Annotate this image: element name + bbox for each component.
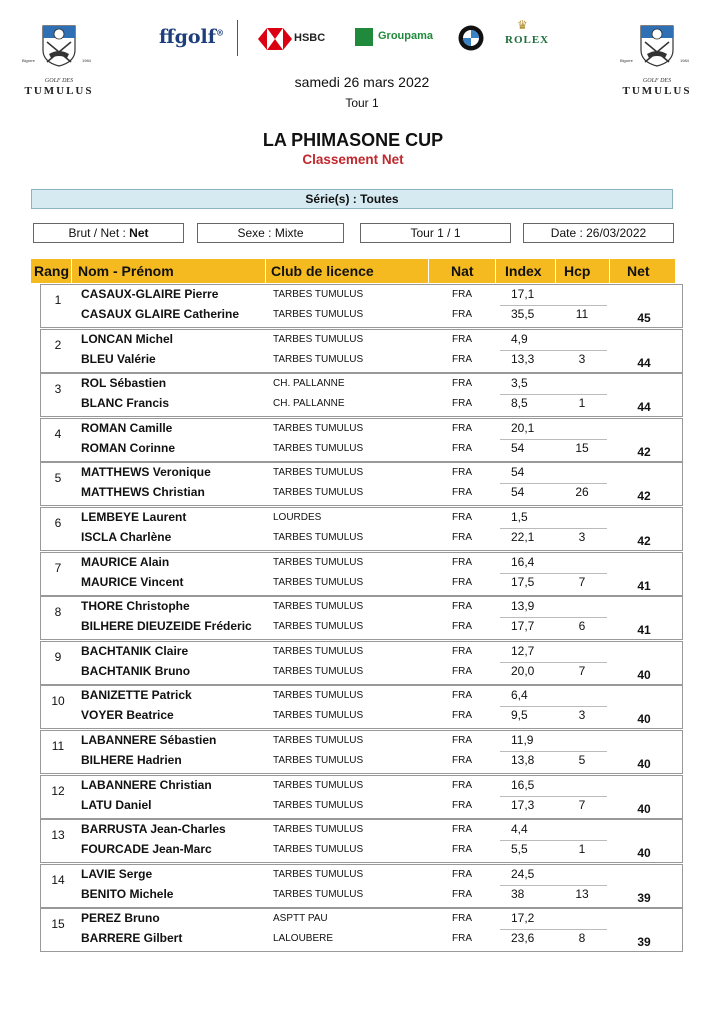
logo-name: TUMULUS bbox=[622, 85, 692, 97]
rank-cell: 11 bbox=[51, 739, 65, 753]
index-divider bbox=[500, 796, 607, 797]
player-index: 6,4 bbox=[511, 688, 528, 703]
player-index: 20,0 bbox=[511, 663, 535, 678]
team-net-score: 42 bbox=[637, 444, 651, 459]
player-nat: FRA bbox=[452, 913, 472, 925]
player-nat: FRA bbox=[452, 442, 472, 454]
player-index: 5,5 bbox=[511, 842, 528, 857]
player-nat: FRA bbox=[452, 378, 472, 390]
player-club: LOURDES bbox=[273, 512, 322, 523]
rank-cell: 12 bbox=[51, 783, 65, 798]
player-nat: FRA bbox=[452, 824, 472, 836]
player-name: MAURICE Vincent bbox=[81, 574, 184, 589]
index-divider bbox=[500, 617, 607, 618]
player-name: BACHTANIK Claire bbox=[81, 643, 189, 658]
player-nat: FRA bbox=[452, 690, 472, 702]
player-nat: FRA bbox=[452, 710, 472, 722]
player-name: BARRUSTA Jean-Charles bbox=[81, 822, 226, 837]
col-club: Club de licence bbox=[271, 263, 374, 279]
player-club: ASPTT PAU bbox=[273, 913, 328, 925]
player-name: LONCAN Michel bbox=[81, 331, 174, 346]
rank-cell: 13 bbox=[51, 828, 65, 843]
table-row bbox=[40, 775, 683, 819]
table-row bbox=[40, 373, 683, 417]
logo-banner-left: Bigorre bbox=[620, 58, 633, 63]
player-name: BILHERE DIEUZEIDE Fréderic bbox=[81, 619, 252, 634]
series-banner: Série(s) : Toutes bbox=[31, 189, 673, 209]
player-club: TARBES TUMULUS bbox=[273, 755, 364, 766]
table-row bbox=[40, 641, 683, 685]
groupama-leaf-icon bbox=[355, 28, 373, 46]
player-nat: FRA bbox=[452, 844, 472, 856]
page-subtitle: Classement Net bbox=[302, 152, 404, 167]
player-index: 17,3 bbox=[511, 797, 535, 812]
player-club: TARBES TUMULUS bbox=[273, 576, 364, 588]
player-name: BACHTANIK Bruno bbox=[81, 663, 191, 678]
player-index: 17,7 bbox=[511, 619, 535, 634]
player-club: TARBES TUMULUS bbox=[273, 333, 364, 345]
logo-name-top: GOLF DES bbox=[44, 78, 74, 84]
team-net-score: 39 bbox=[637, 935, 651, 950]
player-name: BENITO Michele bbox=[81, 886, 174, 901]
team-net-score: 42 bbox=[637, 534, 651, 548]
index-divider bbox=[500, 840, 607, 841]
player-club: TARBES TUMULUS bbox=[273, 487, 364, 499]
player-club: TARBES TUMULUS bbox=[273, 556, 364, 568]
table-row bbox=[40, 329, 683, 373]
team-net-score: 40 bbox=[637, 801, 651, 816]
rank-cell: 7 bbox=[54, 560, 62, 575]
player-club: TARBES TUMULUS bbox=[273, 621, 364, 633]
index-divider bbox=[500, 662, 607, 663]
index-divider bbox=[500, 751, 607, 752]
team-hcp: 3 bbox=[578, 530, 586, 544]
rank-cell: 8 bbox=[54, 605, 62, 620]
player-club: CH. PALLANNE bbox=[273, 398, 345, 410]
player-name: PEREZ Bruno bbox=[81, 911, 160, 926]
player-name: LATU Daniel bbox=[81, 797, 152, 812]
golf-crest-icon bbox=[639, 24, 675, 68]
logo-name: TUMULUS bbox=[24, 85, 94, 97]
player-club: TARBES TUMULUS bbox=[273, 467, 364, 479]
player-nat: FRA bbox=[452, 289, 472, 300]
brut-net-filter bbox=[33, 223, 184, 243]
player-name: LAVIE Serge bbox=[81, 866, 153, 881]
team-net-score: 42 bbox=[637, 489, 651, 504]
sexe-filter: Sexe : Mixte bbox=[197, 223, 344, 243]
player-club: TARBES TUMULUS bbox=[273, 844, 364, 856]
team-hcp: 7 bbox=[578, 797, 586, 812]
player-name: VOYER Beatrice bbox=[81, 708, 174, 723]
player-name: MAURICE Alain bbox=[81, 554, 170, 569]
player-name: ROMAN Camille bbox=[81, 420, 173, 435]
results-table-header bbox=[31, 259, 675, 283]
player-nat: FRA bbox=[452, 779, 472, 791]
player-name: LABANNERE Christian bbox=[81, 777, 212, 792]
player-index: 8,5 bbox=[511, 396, 528, 411]
player-club: TARBES TUMULUS bbox=[273, 309, 364, 320]
player-index: 4,9 bbox=[511, 331, 528, 346]
index-divider bbox=[500, 305, 607, 306]
team-net-score: 45 bbox=[637, 311, 651, 325]
player-name: LABANNERE Sébastien bbox=[81, 733, 217, 747]
table-row bbox=[40, 418, 683, 462]
col-nat: Nat bbox=[451, 263, 474, 279]
logo-banner-right: 1984 bbox=[680, 58, 689, 63]
player-index: 22,1 bbox=[511, 530, 535, 544]
index-divider bbox=[500, 350, 607, 351]
player-nat: FRA bbox=[452, 512, 472, 523]
player-index: 1,5 bbox=[511, 510, 528, 524]
sponsor-bar bbox=[155, 18, 575, 58]
index-divider bbox=[500, 528, 607, 529]
col-hcp: Hcp bbox=[564, 263, 591, 279]
player-name: MATTHEWS Veronique bbox=[81, 465, 211, 480]
player-index: 35,5 bbox=[511, 307, 535, 321]
player-nat: FRA bbox=[452, 353, 472, 365]
logo-banner-right: 1984 bbox=[82, 58, 91, 63]
team-net-score: 40 bbox=[637, 757, 651, 771]
player-nat: FRA bbox=[452, 333, 472, 345]
tour-filter: Tour 1 / 1 bbox=[360, 223, 511, 243]
player-name: BANIZETTE Patrick bbox=[81, 688, 192, 703]
player-index: 24,5 bbox=[511, 866, 535, 881]
table-row bbox=[40, 908, 683, 952]
player-club: TARBES TUMULUS bbox=[273, 442, 364, 454]
player-nat: FRA bbox=[452, 888, 472, 900]
player-index: 12,7 bbox=[511, 643, 535, 658]
player-name: BLEU Valérie bbox=[81, 351, 156, 366]
team-hcp: 3 bbox=[578, 351, 586, 366]
player-nat: FRA bbox=[452, 799, 472, 811]
team-net-score: 41 bbox=[637, 623, 651, 638]
player-name: ROMAN Corinne bbox=[81, 440, 175, 455]
player-nat: FRA bbox=[452, 933, 472, 945]
team-hcp: 8 bbox=[578, 931, 586, 946]
rank-cell: 9 bbox=[54, 649, 62, 664]
team-hcp: 6 bbox=[578, 619, 586, 634]
rolex-logo-text: ROLEX bbox=[505, 34, 550, 46]
player-nat: FRA bbox=[452, 601, 472, 613]
player-nat: FRA bbox=[452, 621, 472, 633]
rank-cell: 4 bbox=[54, 426, 62, 441]
player-club: TARBES TUMULUS bbox=[273, 735, 364, 746]
player-club: TARBES TUMULUS bbox=[273, 690, 364, 702]
table-row bbox=[40, 507, 683, 551]
player-club: TARBES TUMULUS bbox=[273, 353, 364, 365]
index-divider bbox=[500, 929, 607, 930]
player-name: LEMBEYE Laurent bbox=[81, 510, 187, 524]
table-row bbox=[40, 284, 683, 328]
team-hcp: 5 bbox=[578, 753, 586, 767]
player-club: TARBES TUMULUS bbox=[273, 779, 364, 791]
player-nat: FRA bbox=[452, 576, 472, 588]
player-index: 17,2 bbox=[511, 911, 535, 926]
player-club: TARBES TUMULUS bbox=[273, 824, 364, 836]
hsbc-hexagon-icon bbox=[258, 28, 292, 50]
index-divider bbox=[500, 885, 607, 886]
rank-cell: 10 bbox=[51, 694, 65, 709]
player-index: 20,1 bbox=[511, 420, 535, 435]
player-club: TARBES TUMULUS bbox=[273, 799, 364, 811]
team-net-score: 44 bbox=[637, 355, 651, 370]
player-name: BARRERE Gilbert bbox=[81, 931, 183, 946]
col-rang: Rang bbox=[34, 263, 69, 279]
hsbc-logo-text: HSBC bbox=[294, 32, 326, 44]
player-nat: FRA bbox=[452, 467, 472, 479]
team-net-score: 41 bbox=[637, 578, 651, 593]
rank-cell: 1 bbox=[54, 293, 62, 307]
player-name: THORE Christophe bbox=[81, 599, 190, 614]
player-nat: FRA bbox=[452, 755, 472, 766]
player-nat: FRA bbox=[452, 532, 472, 543]
rank-cell: 5 bbox=[54, 471, 62, 486]
col-nom: Nom - Prénom bbox=[78, 263, 174, 279]
player-index: 13,3 bbox=[511, 351, 535, 366]
player-index: 54 bbox=[511, 485, 525, 500]
golf-crest-icon bbox=[41, 24, 77, 68]
player-index: 38 bbox=[511, 886, 525, 901]
team-net-score: 40 bbox=[637, 846, 651, 861]
player-index: 13,8 bbox=[511, 753, 535, 767]
player-club: TARBES TUMULUS bbox=[273, 422, 364, 434]
event-date: samedi 26 mars 2022 bbox=[294, 74, 430, 90]
event-tour: Tour 1 bbox=[345, 96, 379, 110]
player-nat: FRA bbox=[452, 645, 472, 657]
index-divider bbox=[500, 394, 607, 395]
date-filter: Date : 26/03/2022 bbox=[523, 223, 674, 243]
player-name: BILHERE Hadrien bbox=[81, 753, 182, 767]
team-net-score: 44 bbox=[637, 400, 651, 415]
index-divider bbox=[500, 483, 607, 484]
team-hcp: 1 bbox=[578, 842, 586, 857]
table-row bbox=[40, 819, 683, 863]
table-row bbox=[40, 685, 683, 729]
rank-cell: 14 bbox=[51, 872, 65, 887]
player-name: BLANC Francis bbox=[81, 396, 170, 411]
team-hcp: 11 bbox=[575, 307, 589, 321]
rolex-crown-icon: ♛ bbox=[517, 18, 528, 32]
rank-cell: 6 bbox=[54, 516, 62, 530]
player-club: TARBES TUMULUS bbox=[273, 665, 364, 677]
team-net-score: 39 bbox=[637, 890, 651, 905]
player-name: ROL Sébastien bbox=[81, 376, 167, 391]
player-index: 17,1 bbox=[511, 287, 535, 301]
team-hcp: 7 bbox=[578, 574, 586, 589]
rank-cell: 15 bbox=[51, 917, 65, 932]
player-index: 23,6 bbox=[511, 931, 535, 946]
page-title: LA PHIMASONE CUP bbox=[262, 130, 444, 150]
player-index: 16,5 bbox=[511, 777, 535, 792]
player-name: FOURCADE Jean-Marc bbox=[81, 842, 212, 857]
rank-cell: 2 bbox=[54, 337, 62, 352]
player-club: TARBES TUMULUS bbox=[273, 289, 364, 300]
team-hcp: 3 bbox=[578, 708, 586, 723]
team-hcp: 7 bbox=[578, 663, 586, 678]
player-club: TARBES TUMULUS bbox=[273, 868, 364, 880]
player-club: TARBES TUMULUS bbox=[273, 888, 364, 900]
player-nat: FRA bbox=[452, 868, 472, 880]
player-club: TARBES TUMULUS bbox=[273, 710, 364, 722]
player-nat: FRA bbox=[452, 309, 472, 320]
player-name: ISCLA Charlène bbox=[81, 530, 172, 544]
player-club: TARBES TUMULUS bbox=[273, 532, 364, 543]
team-hcp: 15 bbox=[575, 440, 589, 455]
player-club: TARBES TUMULUS bbox=[273, 601, 364, 613]
table-row bbox=[40, 462, 683, 506]
team-net-score: 40 bbox=[637, 712, 651, 727]
player-index: 3,5 bbox=[511, 376, 528, 391]
logo-banner-left: Bigorre bbox=[22, 58, 35, 63]
player-index: 9,5 bbox=[511, 708, 528, 723]
player-nat: FRA bbox=[452, 665, 472, 677]
brut-net-value: Net bbox=[129, 226, 149, 240]
player-index: 54 bbox=[511, 440, 525, 455]
ffgolf-logo: ffgolf® bbox=[159, 26, 224, 48]
rank-cell: 3 bbox=[54, 382, 62, 397]
team-net-score: 40 bbox=[637, 667, 651, 682]
table-row bbox=[40, 864, 683, 908]
player-club: LALOUBERE bbox=[273, 933, 334, 945]
player-index: 11,9 bbox=[511, 733, 534, 747]
player-club: TARBES TUMULUS bbox=[273, 645, 364, 657]
bmw-roundel-icon bbox=[458, 25, 484, 51]
player-nat: FRA bbox=[452, 735, 472, 746]
brut-net-label: Brut / Net : bbox=[68, 226, 126, 240]
player-index: 4,4 bbox=[511, 822, 528, 837]
player-club: CH. PALLANNE bbox=[273, 378, 345, 390]
col-index: Index bbox=[505, 263, 542, 279]
team-hcp: 26 bbox=[575, 485, 589, 500]
table-row bbox=[40, 552, 683, 596]
groupama-logo-text: Groupama bbox=[378, 30, 434, 42]
player-nat: FRA bbox=[452, 487, 472, 499]
index-divider bbox=[500, 706, 607, 707]
logo-name-top: GOLF DES bbox=[642, 78, 672, 84]
table-row bbox=[40, 596, 683, 640]
table-row bbox=[40, 730, 683, 774]
player-nat: FRA bbox=[452, 556, 472, 568]
player-name: CASAUX GLAIRE Catherine bbox=[81, 307, 240, 321]
index-divider bbox=[500, 439, 607, 440]
team-hcp: 13 bbox=[575, 886, 589, 901]
player-index: 54 bbox=[511, 465, 525, 480]
sponsor-divider bbox=[237, 20, 238, 56]
player-index: 13,9 bbox=[511, 599, 535, 614]
player-index: 17,5 bbox=[511, 574, 535, 589]
player-name: CASAUX-GLAIRE Pierre bbox=[81, 287, 219, 301]
player-nat: FRA bbox=[452, 422, 472, 434]
player-nat: FRA bbox=[452, 398, 472, 410]
player-name: MATTHEWS Christian bbox=[81, 485, 205, 500]
col-net: Net bbox=[627, 263, 650, 279]
player-index: 16,4 bbox=[511, 554, 535, 569]
team-hcp: 1 bbox=[578, 396, 586, 411]
index-divider bbox=[500, 573, 607, 574]
